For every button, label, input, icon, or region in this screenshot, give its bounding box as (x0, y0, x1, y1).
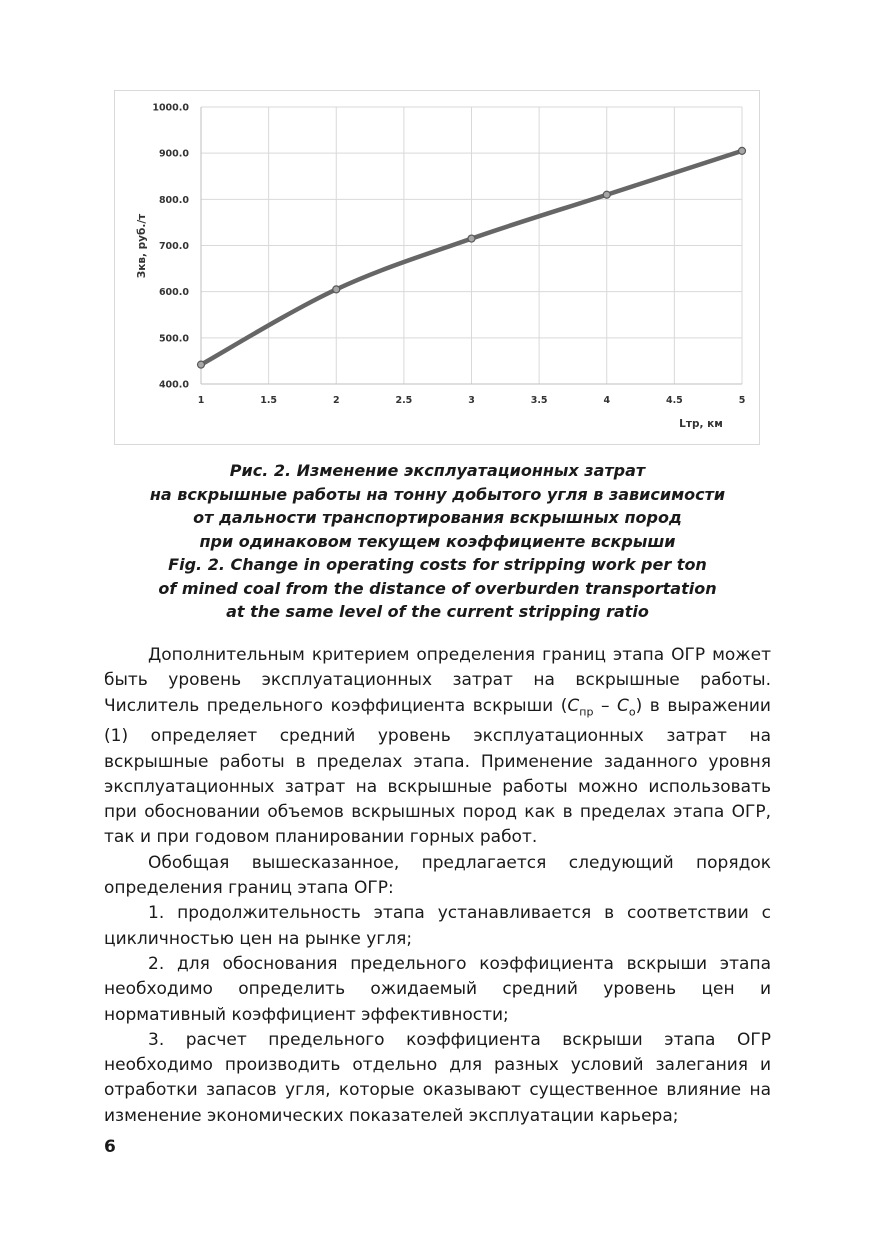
data-point (739, 147, 746, 154)
list-item: 2. для обоснования предельного коэффициента вскрыши этапа необходимо определить ожидаемый средний уровень цен и нормативный коэффициент эффективности; (104, 953, 771, 1025)
y-tick-label: 500.0 (158, 333, 189, 345)
figure-caption (100, 459, 775, 624)
body-text (104, 643, 771, 1129)
x-tick-label: 4.5 (665, 395, 683, 406)
symbol-c: C (617, 695, 629, 716)
caption-line: at the same level of the current stripping ratio (226, 602, 649, 621)
caption-line: Fig. 2. Change in operating costs for stripping work per ton (168, 555, 707, 574)
caption-line: от дальности транспортирования вскрышных пород (193, 508, 682, 527)
x-tick-label: 2.5 (395, 395, 413, 406)
data-point (603, 191, 610, 198)
x-tick-label: 3.5 (530, 395, 548, 406)
y-tick-label: 600.0 (158, 287, 189, 299)
x-tick-label: 1.5 (260, 395, 278, 406)
text-span: Дополнительным критерием определения границ этапа ОГР может быть уровень эксплуатационных затрат на вскрышные работы. Числитель предельного коэффициента вскрыши ( (104, 645, 771, 716)
x-tick-label: 2 (332, 395, 340, 406)
x-tick-label: 4 (603, 395, 611, 406)
y-tick-label: 900.0 (158, 148, 189, 160)
chart-frame (114, 90, 760, 445)
x-tick-label: 5 (738, 395, 746, 406)
list-item: 1. продолжительность этапа устанавливается в соответствии с цикличностью цен на рынке угля; (104, 903, 771, 949)
page-number: 6 (104, 1137, 116, 1157)
caption-line: при одинаковом текущем коэффициенте вскрыши (199, 531, 676, 551)
paragraph: Обобщая вышесказанное, предлагается следующий порядок определения границ этапа ОГР: (104, 852, 771, 899)
x-tick-label: 1 (197, 395, 205, 406)
y-tick-label: 1000.0 (152, 102, 189, 114)
data-point (198, 361, 205, 368)
y-tick-label: 400.0 (158, 379, 189, 391)
y-tick-label: 800.0 (158, 194, 189, 206)
data-point (333, 286, 340, 293)
caption-line: of mined coal from the distance of overburden transportation (158, 578, 717, 598)
list-item: 3. расчет предельного коэффициента вскрыши этапа ОГР необходимо производить отдельно для разных условий залегания и отработки запасов угля, которые оказывают существенное влияние на изменение экономических показателей эксплуатации карьера; (104, 1029, 771, 1126)
chart (115, 91, 761, 446)
subscript: пр (579, 704, 594, 718)
symbol-c: C (567, 695, 580, 716)
paragraph (104, 643, 771, 851)
x-axis-label: Lтр, км (679, 418, 723, 430)
caption-line: на вскрышные работы на тонну добытого угля в зависимости (149, 484, 726, 504)
text-span: ) в выражении (1) определяет средний уровень эксплуатационных затрат на вскрышные работы в пределах этапа. Применение заданного уровня эксплуатационных затрат на вскрышные работы можно использовать при обосновании объемов вскрышных пород как в пределах этапа ОГР, так и при годовом планировании горных работ. (104, 695, 771, 848)
minus-sign: – (593, 695, 618, 716)
x-tick-label: 3 (468, 395, 475, 406)
subscript: о (628, 704, 636, 718)
y-axis-label: Зкв, руб./т (136, 213, 148, 279)
data-point (468, 235, 475, 242)
caption-line: Рис. 2. Изменение эксплуатационных затрат (229, 461, 646, 480)
y-tick-label: 700.0 (158, 241, 189, 252)
